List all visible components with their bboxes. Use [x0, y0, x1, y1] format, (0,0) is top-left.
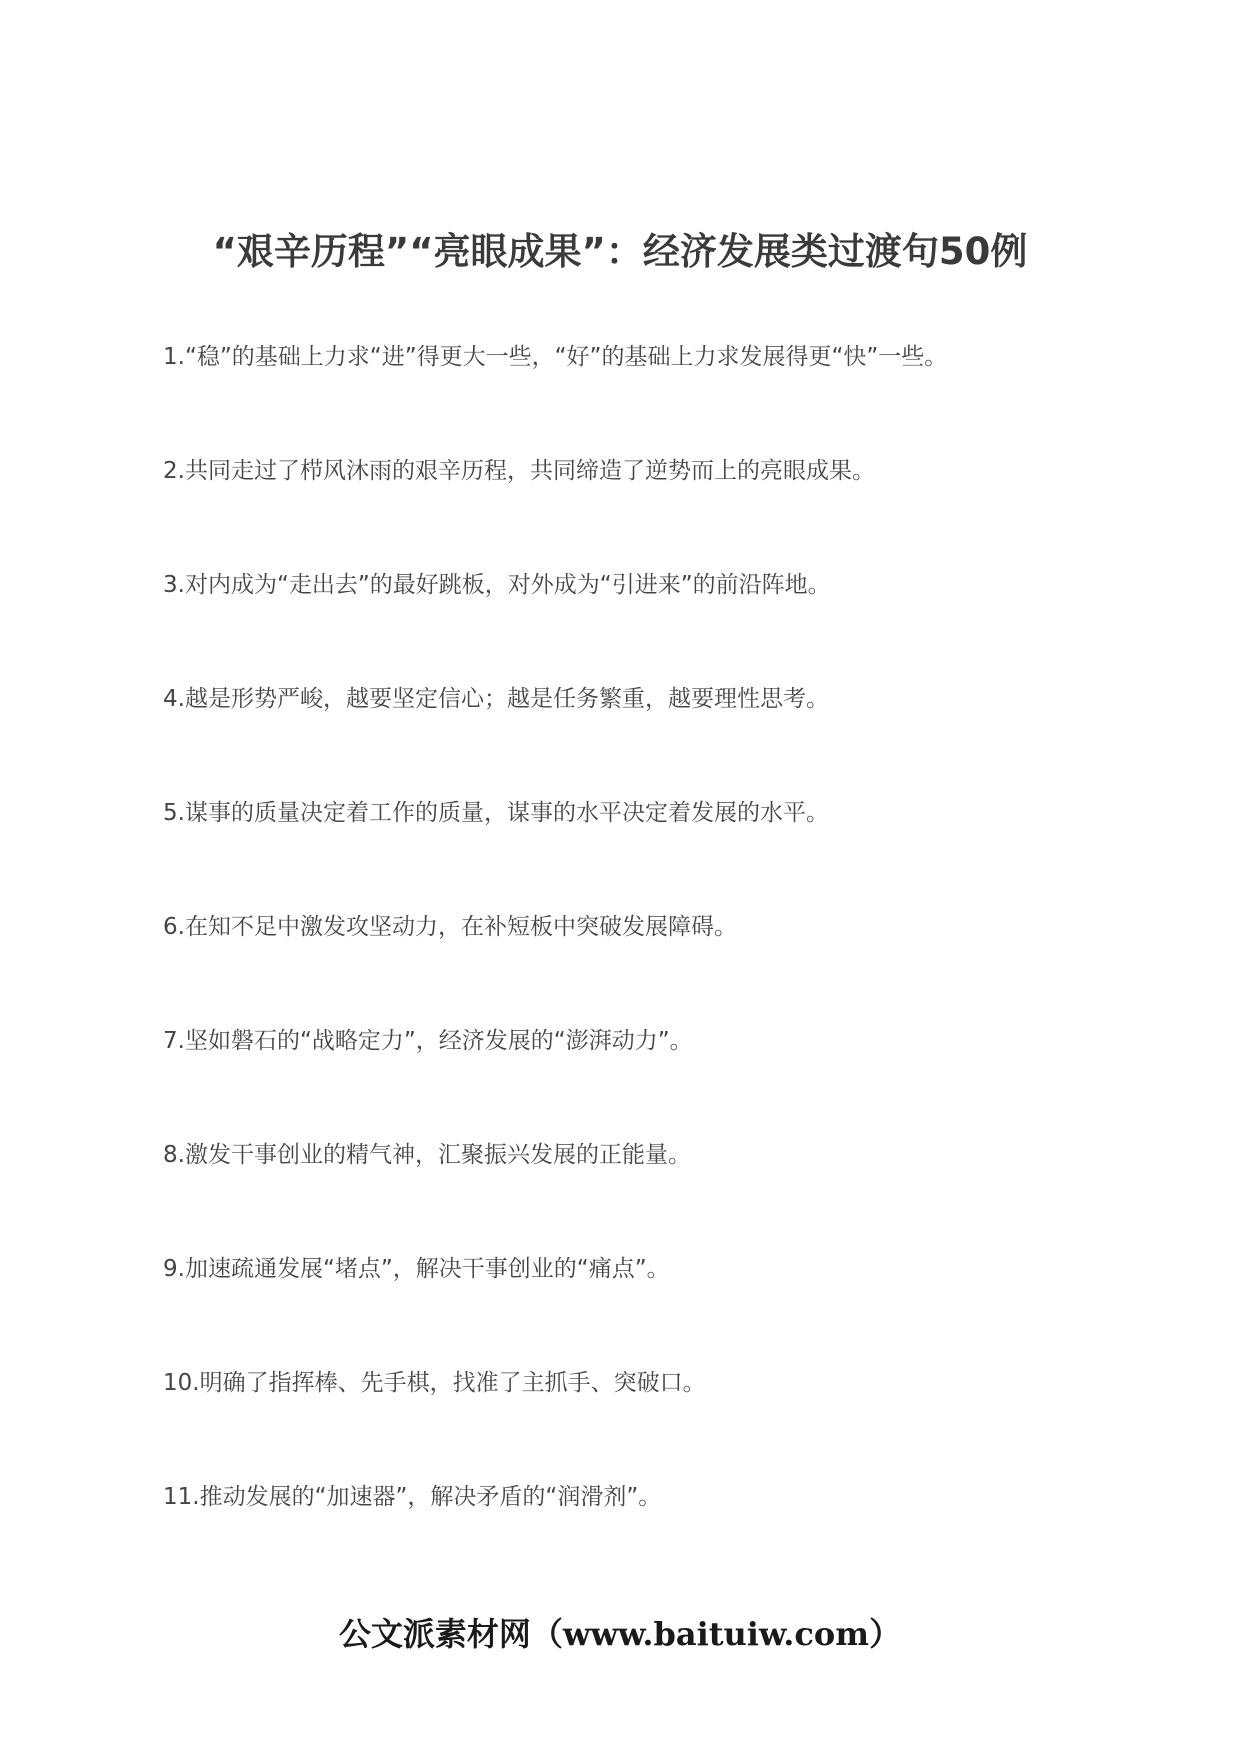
footer-source: 公文派素材网（www.baituiw.com）	[338, 1615, 902, 1653]
list-item: 8.激发干事创业的精气神，汇聚振兴发展的正能量。	[163, 1142, 691, 1168]
list-item: 3.对内成为“走出去”的最好跳板，对外成为“引进来”的前沿阵地。	[163, 572, 831, 598]
list-item: 10.明确了指挥棒、先手棋，找准了主抓手、突破口。	[163, 1370, 706, 1396]
document-title: “艰辛历程”“亮眼成果”：经济发展类过渡句50例	[212, 229, 1028, 273]
list-item: 7.坚如磐石的“战略定力”，经济发展的“澎湃动力”。	[163, 1028, 693, 1054]
list-item: 1.“稳”的基础上力求“进”得更大一些，“好”的基础上力求发展得更“快”一些。	[163, 344, 948, 370]
list-item: 2.共同走过了栉风沐雨的艰辛历程，共同缔造了逆势而上的亮眼成果。	[163, 458, 875, 484]
list-item: 5.谋事的质量决定着工作的质量，谋事的水平决定着发展的水平。	[163, 800, 829, 826]
list-item: 4.越是形势严峻，越要坚定信心；越是任务繁重，越要理性思考。	[163, 686, 829, 712]
list-item: 9.加速疏通发展“堵点”，解决干事创业的“痛点”。	[163, 1256, 670, 1282]
list-item: 6.在知不足中激发攻坚动力，在补短板中突破发展障碍。	[163, 914, 737, 940]
list-item: 11.推动发展的“加速器”，解决矛盾的“润滑剂”。	[163, 1484, 662, 1510]
sentence-list	[163, 337, 1163, 1591]
